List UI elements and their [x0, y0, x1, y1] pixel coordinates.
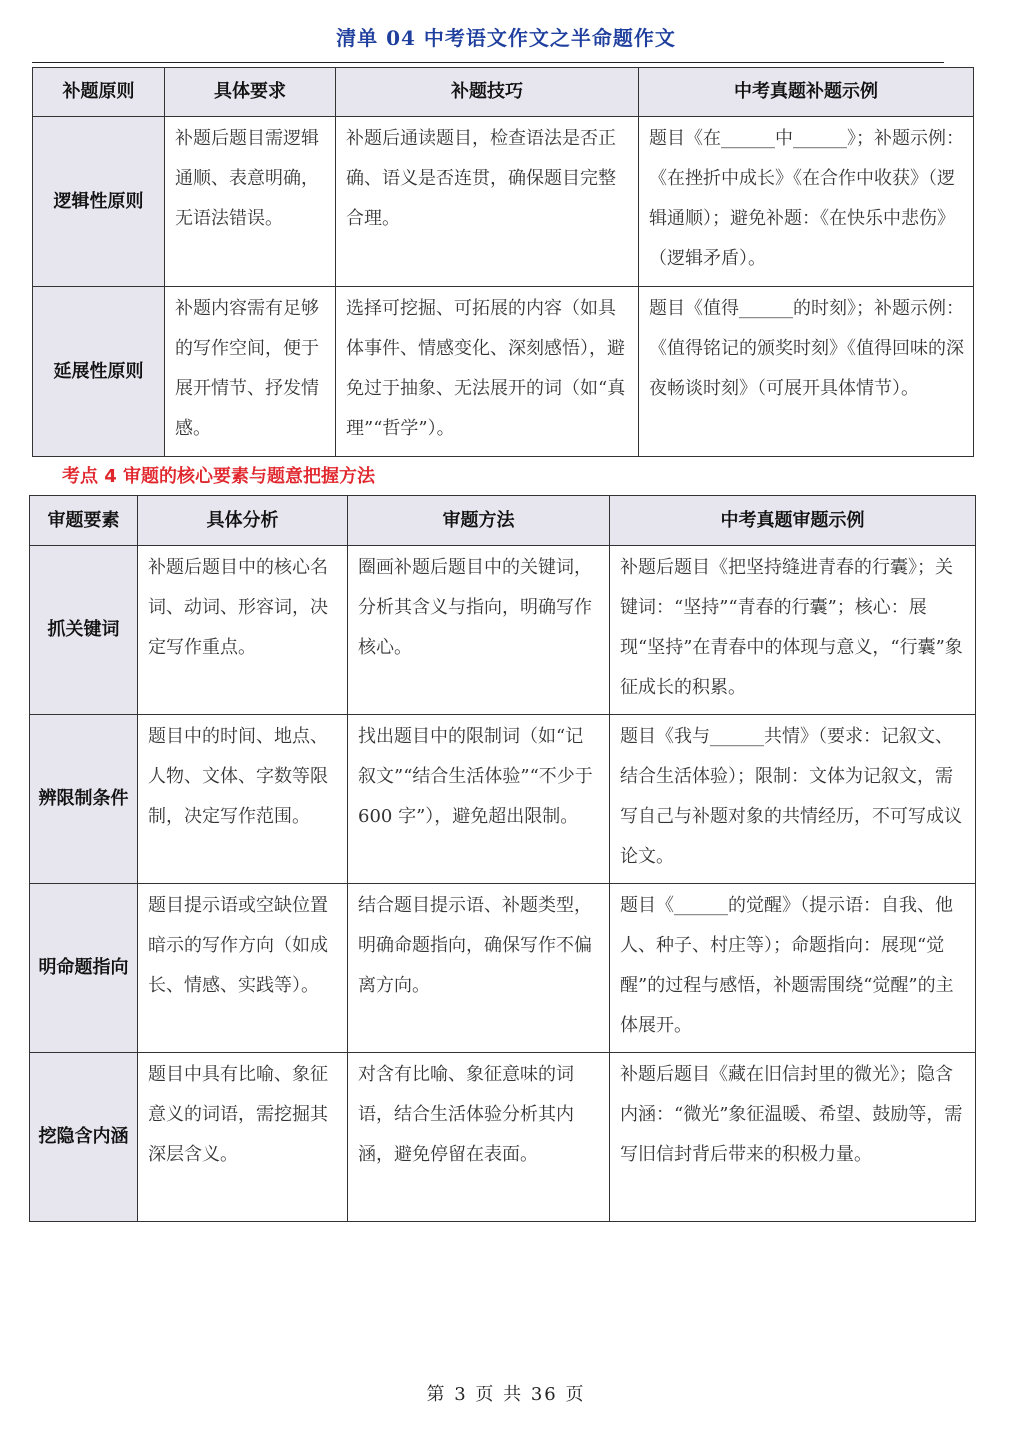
page-number-footer: 第 3 页 共 36 页 — [426, 1384, 586, 1405]
table-cell: 对含有比喻、象征意味的词语，结合生活体验分析其内涵，避免停留在表面。 — [348, 1053, 610, 1222]
column-header: 补题技巧 — [336, 68, 639, 117]
row-header: 辨限制条件 — [30, 715, 138, 884]
table-row — [30, 884, 976, 1053]
column-header: 中考真题补题示例 — [639, 68, 974, 117]
table-cell: 题目《______的觉醒》（提示语：自我、他人、种子、村庄等）；命题指向：展现“觉醒”的过程与感悟，补题需围绕“觉醒”的主体展开。 — [610, 884, 976, 1053]
table-row — [33, 117, 974, 287]
table-cell: 选择可挖掘、可拓展的内容（如具体事件、情感变化、深刻感悟），避免过于抽象、无法展开的词（如“真理”“哲学”）。 — [336, 287, 639, 457]
table-cell: 补题后题目《把坚持缝进青春的行囊》；关键词：“坚持”“青春的行囊”；核心：展现“坚持”在青春中的体现与意义，“行囊”象征成长的积累。 — [610, 546, 976, 715]
column-header: 补题原则 — [33, 68, 165, 117]
table-cell: 题目中具有比喻、象征意义的词语，需挖掘其深层含义。 — [138, 1053, 348, 1222]
table-cell: 题目《在______中______》；补题示例：《在挫折中成长》《在合作中收获》（逻辑通顺）；避免补题：《在快乐中悲伤》（逻辑矛盾）。 — [639, 117, 974, 287]
table-cell: 找出题目中的限制词（如“记叙文”“结合生活体验”“不少于 600 字”），避免超出限制。 — [348, 715, 610, 884]
table-header-row — [33, 68, 974, 117]
table-cell: 圈画补题后题目中的关键词，分析其含义与指向，明确写作核心。 — [348, 546, 610, 715]
table-cell: 题目《值得______的时刻》；补题示例：《值得铭记的颁奖时刻》《值得回味的深夜畅谈时刻》（可展开具体情节）。 — [639, 287, 974, 457]
table-row — [30, 1053, 976, 1222]
table-cell: 题目中的时间、地点、人物、文体、字数等限制，决定写作范围。 — [138, 715, 348, 884]
document-title: 清单 04 中考语文作文之半命题作文 — [336, 26, 676, 50]
table-cell: 题目提示语或空缺位置暗示的写作方向（如成长、情感、实践等）。 — [138, 884, 348, 1053]
row-header: 抓关键词 — [30, 546, 138, 715]
table-cell: 补题内容需有足够的写作空间，便于展开情节、抒发情感。 — [165, 287, 336, 457]
column-header: 具体要求 — [165, 68, 336, 117]
table-cell: 补题后题目需逻辑通顺、表意明确，无语法错误。 — [165, 117, 336, 287]
table-cell: 补题后通读题目，检查语法是否正确、语义是否连贯，确保题目完整合理。 — [336, 117, 639, 287]
table-row — [30, 715, 976, 884]
completion-principles-table — [32, 67, 974, 457]
table-cell: 补题后题目中的核心名词、动词、形容词，决定写作重点。 — [138, 546, 348, 715]
column-header: 中考真题审题示例 — [610, 496, 976, 546]
table-cell: 补题后题目《藏在旧信封里的微光》；隐含内涵：“微光”象征温暖、希望、鼓励等，需写旧信封背后带来的积极力量。 — [610, 1053, 976, 1222]
table-header-row — [30, 496, 976, 546]
row-header: 延展性原则 — [33, 287, 165, 457]
row-header: 逻辑性原则 — [33, 117, 165, 287]
section-heading: 考点 4 审题的核心要素与题意把握方法 — [62, 466, 376, 487]
table-row — [30, 546, 976, 715]
row-header: 挖隐含内涵 — [30, 1053, 138, 1222]
table-cell: 结合题目提示语、补题类型，明确命题指向，确保写作不偏离方向。 — [348, 884, 610, 1053]
title-divider — [32, 62, 944, 63]
topic-analysis-table — [29, 495, 976, 1222]
table-row — [33, 287, 974, 457]
column-header: 审题要素 — [30, 496, 138, 546]
column-header: 审题方法 — [348, 496, 610, 546]
table-cell: 题目《我与______共情》（要求：记叙文、结合生活体验）；限制：文体为记叙文，需写自己与补题对象的共情经历，不可写成议论文。 — [610, 715, 976, 884]
column-header: 具体分析 — [138, 496, 348, 546]
row-header: 明命题指向 — [30, 884, 138, 1053]
